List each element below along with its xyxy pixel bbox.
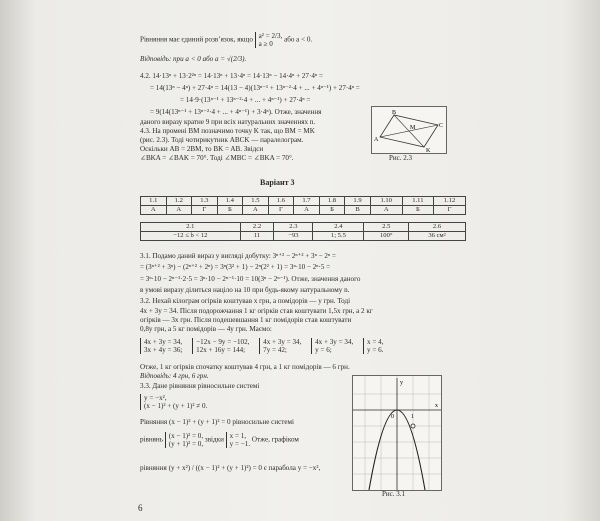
systems-row (140, 338, 383, 354)
point-label: K (426, 148, 431, 153)
system (140, 394, 207, 410)
table-cell: Г (434, 206, 466, 215)
system-line (140, 394, 207, 410)
text-line: огірків — 3x грн. Після подешевшання 1 кг помідорів став коштувати (140, 316, 352, 324)
table-cell: 2.1 (141, 223, 241, 232)
table-cell: 2.3 (274, 223, 313, 232)
table-cell: Г (192, 206, 218, 215)
page-number: 6 (138, 503, 143, 513)
figure-3-1 (352, 375, 442, 491)
table-cell: А (166, 206, 192, 215)
text-line: Отже, 1 кг огірків спочатку коштував 4 грн, а 1 кг помідорів — 6 грн. (140, 363, 350, 371)
text-line: 4x + 3y = 34. Після подорожчання 1 кг огірків став коштувати 1,5x грн, а 2 кг (140, 307, 373, 315)
axis-label: y (400, 380, 403, 386)
system (192, 338, 249, 354)
system-line (140, 432, 299, 448)
system (165, 432, 203, 448)
table-cell: 11 (240, 232, 274, 241)
eq: 4x + 3y = 34, (263, 338, 302, 346)
answers-table-2 (140, 222, 466, 241)
text-line: = 14(13ⁿ − 4ⁿ) + 27·4ⁿ = 14(13 − 4)(13ⁿ⁻¹ + 13ⁿ⁻²·4 + ... + 4ⁿ⁻¹) + 27·4ⁿ = (150, 84, 360, 92)
point-label: M (410, 125, 416, 131)
text-line: 3.2. Нехай кілограм огірків коштував x грн, а помідорів — y грн. Тоді (140, 297, 351, 305)
eq: −12x − 9y = −102, (196, 338, 250, 346)
eq: x = 4, (367, 338, 384, 346)
final-line (140, 464, 320, 473)
table-cell: 1.11 (402, 197, 433, 206)
table-cell: 1.4 (217, 197, 243, 206)
fraction: (y + x²) / ((x − 1)² + (y + 1)²) = 0 (168, 464, 262, 472)
text: рівнянь (140, 435, 163, 444)
table-cell: 1.12 (434, 197, 466, 206)
text-line: 3.1. Подамо даний вираз у вигляді добутку: 3ⁿ⁺² − 2ⁿ⁺² + 3ⁿ − 2ⁿ = (140, 252, 336, 260)
eq: 7y = 42; (263, 346, 287, 354)
table-cell: 1.7 (294, 197, 320, 206)
table-row (141, 206, 466, 215)
table-cell: 2.6 (409, 223, 466, 232)
text-line: 4.3. На промені BM позначимо точку K так, що BM = MK (140, 127, 315, 135)
diagonal-line (394, 115, 424, 147)
eq: x = 1, (229, 432, 247, 440)
text-line: 3.3. Дане рівняння рівносильне системі (140, 382, 260, 390)
table-cell: Б (217, 206, 243, 215)
eq: a² = 2/3, (258, 32, 283, 40)
point-label: A (374, 137, 379, 143)
eq: (x − 1)² = 0, (168, 432, 204, 440)
section-title: Варіант 3 (260, 178, 295, 187)
text-line: = 14·9·(13ⁿ⁻¹ + 13ⁿ⁻²·4 + ... + 4ⁿ⁻¹) + 27·4ⁿ = (180, 96, 311, 104)
table-cell: 2.4 (313, 223, 364, 232)
answer-line: Відповідь: 4 грн, 6 грн. (140, 372, 209, 380)
text-line: Рівняння (x − 1)² + (y + 1)² = 0 рівносильне системі (140, 418, 294, 426)
table-cell: Б (319, 206, 345, 215)
text-line: 4.2. 14·13ⁿ + 13·2²ⁿ = 14·13ⁿ + 13·4ⁿ = 14·13ⁿ − 14·4ⁿ + 27·4ⁿ = (140, 72, 323, 80)
table-cell: −93 (274, 232, 313, 241)
table-cell: 1.9 (345, 197, 371, 206)
eq: (y + 1)² = 0, (168, 440, 204, 448)
eq: y = 6; (315, 346, 332, 354)
table-cell: 36 см² (409, 232, 466, 241)
table-cell: 1.8 (319, 197, 345, 206)
figure-2-3 (371, 106, 447, 154)
table-cell: Г (268, 206, 294, 215)
text: є парабола y = −x², (263, 464, 321, 472)
text-line: = 9(14(13ⁿ⁻¹ + 13ⁿ⁻²·4 + ... + 4ⁿ⁻¹) + 3·4ⁿ). Отже, значення (150, 108, 322, 116)
point-label: B (392, 110, 397, 116)
table-row (141, 223, 466, 232)
system (311, 338, 353, 354)
table-cell: А (141, 206, 167, 215)
text: Отже, графіком (251, 435, 299, 444)
table-cell: 1.5 (243, 197, 269, 206)
table-cell: 1.6 (268, 197, 294, 206)
text-line: (рис. 2.3). Тоді чотирикутник ABCK — паралелограм. (140, 136, 304, 144)
eq: 4x + 3y = 34, (315, 338, 354, 346)
eq: (x − 1)² + (y + 1)² ≠ 0. (144, 402, 208, 410)
eq: y = 6. (367, 346, 384, 354)
table-cell: А (370, 206, 402, 215)
text-line (140, 32, 312, 48)
eq: y = −1. (229, 440, 251, 448)
answers-table (140, 196, 466, 215)
excluded-point (411, 424, 415, 428)
text: або a < 0. (284, 35, 313, 44)
text-line: = (3ⁿ⁺² + 3ⁿ) − (2ⁿ⁺² + 2ⁿ) = 3ⁿ(3² + 1) − 2ⁿ(2² + 1) = 3ⁿ·10 − 2ⁿ·5 = (140, 263, 331, 271)
system (226, 432, 250, 448)
system (259, 338, 301, 354)
table-cell: В (345, 206, 371, 215)
system (255, 32, 283, 48)
table-cell: 1.2 (166, 197, 192, 206)
table-cell: А (243, 206, 269, 215)
text: Рівняння має єдиний розв’язок, якщо (140, 35, 253, 44)
table-cell: 1.1 (141, 197, 167, 206)
table-cell: 1; 5.5 (313, 232, 364, 241)
text-line: в умові виразу ділиться націло на 10 при будь-якому натуральному n. (140, 286, 350, 294)
parallelogram-diagram (372, 107, 446, 153)
text-line: 0,8y грн, а 5 кг помідорів — 4y грн. Маємо: (140, 325, 272, 333)
text-line: ∠BKA = ∠BAK = 70°. Тоді ∠MBC = ∠BKA = 70°. (140, 154, 294, 162)
text: звідки (204, 435, 224, 444)
table-cell: 1.10 (370, 197, 402, 206)
eq: a ≥ 0 (258, 40, 273, 48)
point-label: C (439, 123, 444, 129)
answer-line: Відповідь: при a < 0 або a = √(2/3). (140, 55, 247, 63)
table-cell: 2.5 (364, 223, 409, 232)
axis-label: 0 (391, 414, 394, 420)
system (140, 338, 182, 354)
axis-label: x (435, 403, 438, 409)
table-cell: −12 ≤ b < 12 (141, 232, 241, 241)
system (363, 338, 383, 354)
figure-caption: Рис. 2.3 (389, 154, 412, 162)
eq: 3x + 4y = 36; (144, 346, 183, 354)
table-cell: А (294, 206, 320, 215)
table-row (141, 232, 466, 241)
text: рівняння (140, 464, 167, 472)
eq: 4x + 3y = 34, (144, 338, 183, 346)
table-cell: Б (402, 206, 433, 215)
eq: 12x + 16y = 144; (196, 346, 246, 354)
axis-label: 1 (411, 414, 414, 420)
text-line: = 3ⁿ·10 − 2ⁿ⁻¹·2·5 = 3ⁿ·10 − 2ⁿ⁻¹·10 = 10(3ⁿ − 2ⁿ⁻¹). Отже, значення даного (140, 275, 361, 283)
table-row (141, 197, 466, 206)
text-line: Оскільки AB = 2BM, то BK = AB. Звідси (140, 145, 264, 153)
parabola-graph (353, 376, 441, 490)
eq: y = −x², (144, 394, 167, 402)
table-cell: 1.3 (192, 197, 218, 206)
table-cell: 100° (364, 232, 409, 241)
table-cell: 2.2 (240, 223, 274, 232)
figure-caption: Рис. 3.1 (382, 490, 405, 498)
text-line: даного виразу кратне 9 при всіх натуральних значеннях n. (140, 118, 316, 126)
